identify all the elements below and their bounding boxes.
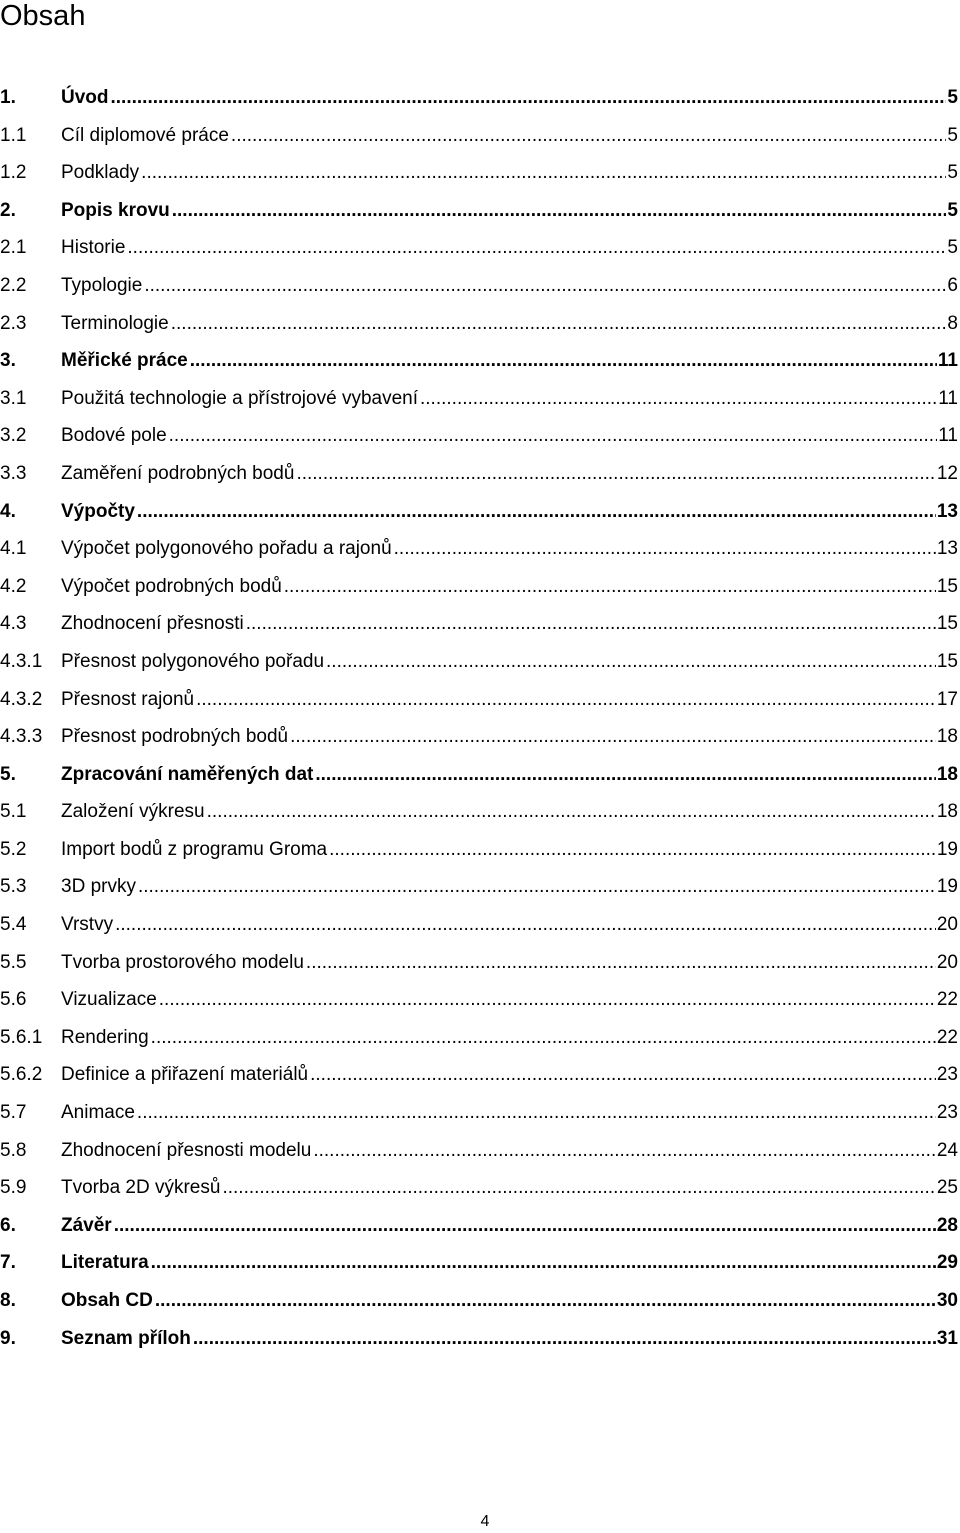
toc-entry-title[interactable]: Zpracování naměřených dat (61, 763, 314, 785)
toc-entry-number: 5.5 (0, 951, 27, 973)
toc-entry-number: 5.4 (0, 914, 27, 936)
toc-entry-title[interactable]: Podklady (61, 162, 140, 184)
page-number: 4 (480, 1513, 490, 1530)
toc-entry[interactable] (0, 79, 958, 117)
toc-dot-leader (169, 417, 938, 455)
toc-entry-page: 19 (936, 838, 958, 860)
toc-entry[interactable] (0, 154, 958, 192)
toc-dot-leader (315, 756, 935, 794)
toc-entry-page: 12 (936, 462, 958, 484)
toc-entry-title[interactable]: Zaměření podrobných bodů (61, 462, 295, 484)
toc-entry-page: 13 (936, 500, 958, 522)
toc-entry[interactable] (0, 530, 958, 568)
toc-entry[interactable] (0, 605, 958, 643)
toc-entry-title[interactable]: Typologie (61, 274, 143, 296)
toc-entry-number: 4.1 (0, 538, 27, 560)
toc-dot-leader (306, 944, 936, 982)
toc-entry-number: 5.8 (0, 1139, 27, 1161)
toc-entry-title[interactable]: Terminologie (61, 312, 169, 334)
toc-entry-title[interactable]: Tvorba 2D výkresů (61, 1177, 221, 1199)
toc-dot-leader (207, 793, 936, 831)
toc-entry[interactable] (0, 192, 958, 230)
toc-entry-page: 23 (936, 1064, 958, 1086)
toc-dot-leader (222, 1169, 935, 1207)
toc-entry[interactable] (0, 1132, 958, 1170)
toc-entry-title[interactable]: Závěr (61, 1214, 112, 1236)
toc-entry-page: 5 (947, 199, 958, 221)
toc-entry-page: 23 (936, 1102, 958, 1124)
toc-dot-leader (193, 1320, 936, 1358)
toc-dot-leader (111, 79, 947, 117)
toc-dot-leader (151, 1244, 936, 1282)
toc-entry-number: 4.3.3 (0, 726, 43, 748)
toc-entry[interactable] (0, 568, 958, 606)
toc-dot-leader (196, 681, 936, 719)
toc-entry-title[interactable]: Bodové pole (61, 425, 167, 447)
toc-dot-leader (329, 831, 936, 869)
toc-entry-page: 5 (947, 124, 958, 146)
toc-entry-title[interactable]: Zhodnocení přesnosti modelu (61, 1139, 312, 1161)
toc-entry-title[interactable]: Animace (61, 1102, 135, 1124)
toc-dot-leader (127, 229, 946, 267)
toc-dot-leader (231, 117, 947, 155)
toc-dot-leader (144, 267, 946, 305)
toc-entry-number: 3.2 (0, 425, 27, 447)
toc-dot-leader (138, 868, 936, 906)
toc-dot-leader (141, 154, 946, 192)
toc-entry-page: 5 (947, 237, 958, 259)
toc-entry-number: 5.6 (0, 989, 27, 1011)
toc-entry-page: 22 (936, 989, 958, 1011)
toc-dot-leader (310, 1056, 936, 1094)
toc-entry-number: 4.2 (0, 575, 27, 597)
toc-entry[interactable] (0, 229, 958, 267)
toc-entry-title[interactable]: Obsah CD (61, 1290, 153, 1311)
toc-entry-number: 2.1 (0, 237, 27, 259)
toc-entry[interactable] (0, 342, 958, 380)
toc-entry-page: 22 (936, 1026, 958, 1048)
toc-entry[interactable] (0, 117, 958, 155)
toc-entry[interactable] (0, 1056, 958, 1094)
toc-entry-title[interactable]: Výpočty (61, 500, 135, 522)
toc-dot-leader (284, 568, 936, 606)
toc-entry-title[interactable]: Úvod (61, 87, 109, 108)
toc-entry-page: 18 (936, 726, 958, 748)
toc-entry-number: 3.1 (0, 387, 27, 409)
toc-entry-title[interactable]: Popis krovu (61, 199, 170, 221)
toc-entry-number: 5.3 (0, 876, 27, 898)
toc-entry-page: 11 (937, 350, 958, 372)
toc-entry-title[interactable]: Výpočet polygonového pořadu a rajonů (61, 538, 392, 560)
toc-entry[interactable] (0, 793, 958, 831)
toc-entry-number: 9. (0, 1327, 16, 1349)
toc-dot-leader (296, 455, 935, 493)
toc-heading: Obsah (0, 0, 86, 32)
toc-entry-number: 5. (0, 763, 16, 785)
toc-entry-page: 8 (947, 312, 958, 334)
toc-dot-leader (246, 605, 936, 643)
toc-dot-leader (114, 1207, 936, 1245)
toc-entry-page: 31 (936, 1327, 958, 1349)
toc-entry-number: 4.3 (0, 613, 27, 635)
toc-entry-page: 24 (936, 1139, 958, 1161)
toc-entry-number: 5.6.2 (0, 1064, 43, 1086)
toc-entry-number: 5.9 (0, 1177, 27, 1199)
toc-dot-leader (172, 192, 947, 230)
toc-entry-title[interactable]: Přesnost rajonů (61, 688, 195, 710)
toc-entry[interactable] (0, 944, 958, 982)
toc-entry-page: 30 (936, 1290, 958, 1311)
toc-entry-page: 15 (936, 575, 958, 597)
toc-entry-number: 2.3 (0, 312, 27, 334)
toc-entry-title[interactable]: Seznam příloh (61, 1327, 191, 1349)
toc-entry[interactable] (0, 267, 958, 305)
toc-entry-page: 19 (936, 876, 958, 898)
toc-entry-title[interactable]: Založení výkresu (61, 801, 205, 823)
toc-entry-page: 18 (936, 763, 958, 785)
toc-entry[interactable] (0, 643, 958, 681)
table-of-contents (0, 79, 958, 1357)
toc-entry-page: 15 (936, 613, 958, 635)
toc-entry[interactable] (0, 305, 958, 343)
toc-entry-page: 13 (936, 538, 958, 560)
toc-entry-number: 3.3 (0, 462, 27, 484)
toc-entry-number: 1. (0, 87, 16, 108)
toc-entry-title[interactable]: Přesnost podrobných bodů (61, 726, 289, 748)
toc-entry-number: 2. (0, 199, 16, 221)
toc-entry-number: 2.2 (0, 274, 27, 296)
toc-entry-number: 5.7 (0, 1102, 27, 1124)
toc-entry-page: 5 (947, 162, 958, 184)
toc-entry[interactable] (0, 1320, 958, 1358)
toc-dot-leader (290, 718, 936, 756)
toc-entry[interactable] (0, 718, 958, 756)
toc-entry-page: 29 (936, 1252, 958, 1274)
toc-entry-title[interactable]: 3D prvky (61, 876, 136, 898)
toc-entry-title[interactable]: Cíl diplomové práce (61, 124, 229, 146)
toc-dot-leader (151, 1019, 936, 1057)
toc-dot-leader (155, 1282, 936, 1320)
toc-entry[interactable] (0, 906, 958, 944)
toc-entry[interactable] (0, 1244, 958, 1282)
toc-entry[interactable] (0, 493, 958, 531)
toc-entry-number: 4.3.1 (0, 650, 43, 672)
toc-entry-number: 1.1 (0, 124, 27, 146)
toc-entry-page: 6 (947, 274, 958, 296)
toc-entry-page: 28 (936, 1214, 958, 1236)
toc-entry-page: 20 (936, 951, 958, 973)
toc-dot-leader (137, 1094, 936, 1132)
toc-entry-title[interactable]: Vizualizace (61, 989, 157, 1011)
toc-entry-title[interactable]: Tvorba prostorového modelu (61, 951, 304, 973)
toc-entry[interactable] (0, 1094, 958, 1132)
toc-dot-leader (313, 1132, 936, 1170)
toc-entry-page: 5 (947, 87, 958, 108)
toc-entry[interactable] (0, 455, 958, 493)
toc-dot-leader (137, 493, 936, 531)
toc-entry-number: 7. (0, 1252, 16, 1274)
toc-entry-title[interactable]: Měřické práce (61, 350, 188, 372)
toc-dot-leader (115, 906, 936, 944)
toc-entry-number: 5.2 (0, 838, 27, 860)
toc-entry-title[interactable]: Přesnost polygonového pořadu (61, 650, 325, 672)
toc-dot-leader (326, 643, 936, 681)
toc-entry[interactable] (0, 868, 958, 906)
toc-entry-title[interactable]: Literatura (61, 1252, 149, 1274)
toc-entry-number: 5.1 (0, 801, 27, 823)
toc-entry-number: 4.3.2 (0, 688, 43, 710)
toc-entry-page: 18 (936, 801, 958, 823)
toc-dot-leader (420, 380, 937, 418)
toc-entry-page: 15 (936, 650, 958, 672)
toc-entry-title[interactable]: Použitá technologie a přístrojové vybavení (61, 387, 418, 409)
toc-entry[interactable] (0, 681, 958, 719)
toc-entry[interactable] (0, 1282, 958, 1320)
toc-entry[interactable] (0, 1169, 958, 1207)
toc-entry-title[interactable]: Definice a přiřazení materiálů (61, 1064, 309, 1086)
toc-entry-title[interactable]: Vrstvy (61, 914, 114, 936)
toc-entry-title[interactable]: Import bodů z programu Groma (61, 838, 328, 860)
toc-dot-leader (394, 530, 936, 568)
toc-entry-number: 8. (0, 1290, 16, 1311)
toc-entry-number: 1.2 (0, 162, 27, 184)
toc-entry-title[interactable]: Historie (61, 237, 126, 259)
toc-entry-title[interactable]: Rendering (61, 1026, 149, 1048)
toc-entry-number: 5.6.1 (0, 1026, 43, 1048)
toc-entry[interactable] (0, 831, 958, 869)
toc-entry[interactable] (0, 380, 958, 418)
toc-entry-number: 4. (0, 500, 16, 522)
toc-entry-page: 20 (936, 914, 958, 936)
toc-entry-page: 25 (936, 1177, 958, 1199)
toc-entry[interactable] (0, 1019, 958, 1057)
toc-dot-leader (190, 342, 937, 380)
toc-entry[interactable] (0, 1207, 958, 1245)
toc-dot-leader (171, 305, 947, 343)
toc-entry-page: 11 (938, 425, 958, 447)
toc-entry-title[interactable]: Zhodnocení přesnosti (61, 613, 244, 635)
toc-dot-leader (159, 981, 936, 1019)
toc-entry-number: 3. (0, 350, 16, 372)
toc-entry[interactable] (0, 756, 958, 794)
toc-entry-page: 17 (936, 688, 958, 710)
toc-entry[interactable] (0, 981, 958, 1019)
toc-entry[interactable] (0, 417, 958, 455)
toc-entry-number: 6. (0, 1214, 16, 1236)
toc-entry-title[interactable]: Výpočet podrobných bodů (61, 575, 282, 597)
toc-entry-page: 11 (938, 387, 958, 409)
